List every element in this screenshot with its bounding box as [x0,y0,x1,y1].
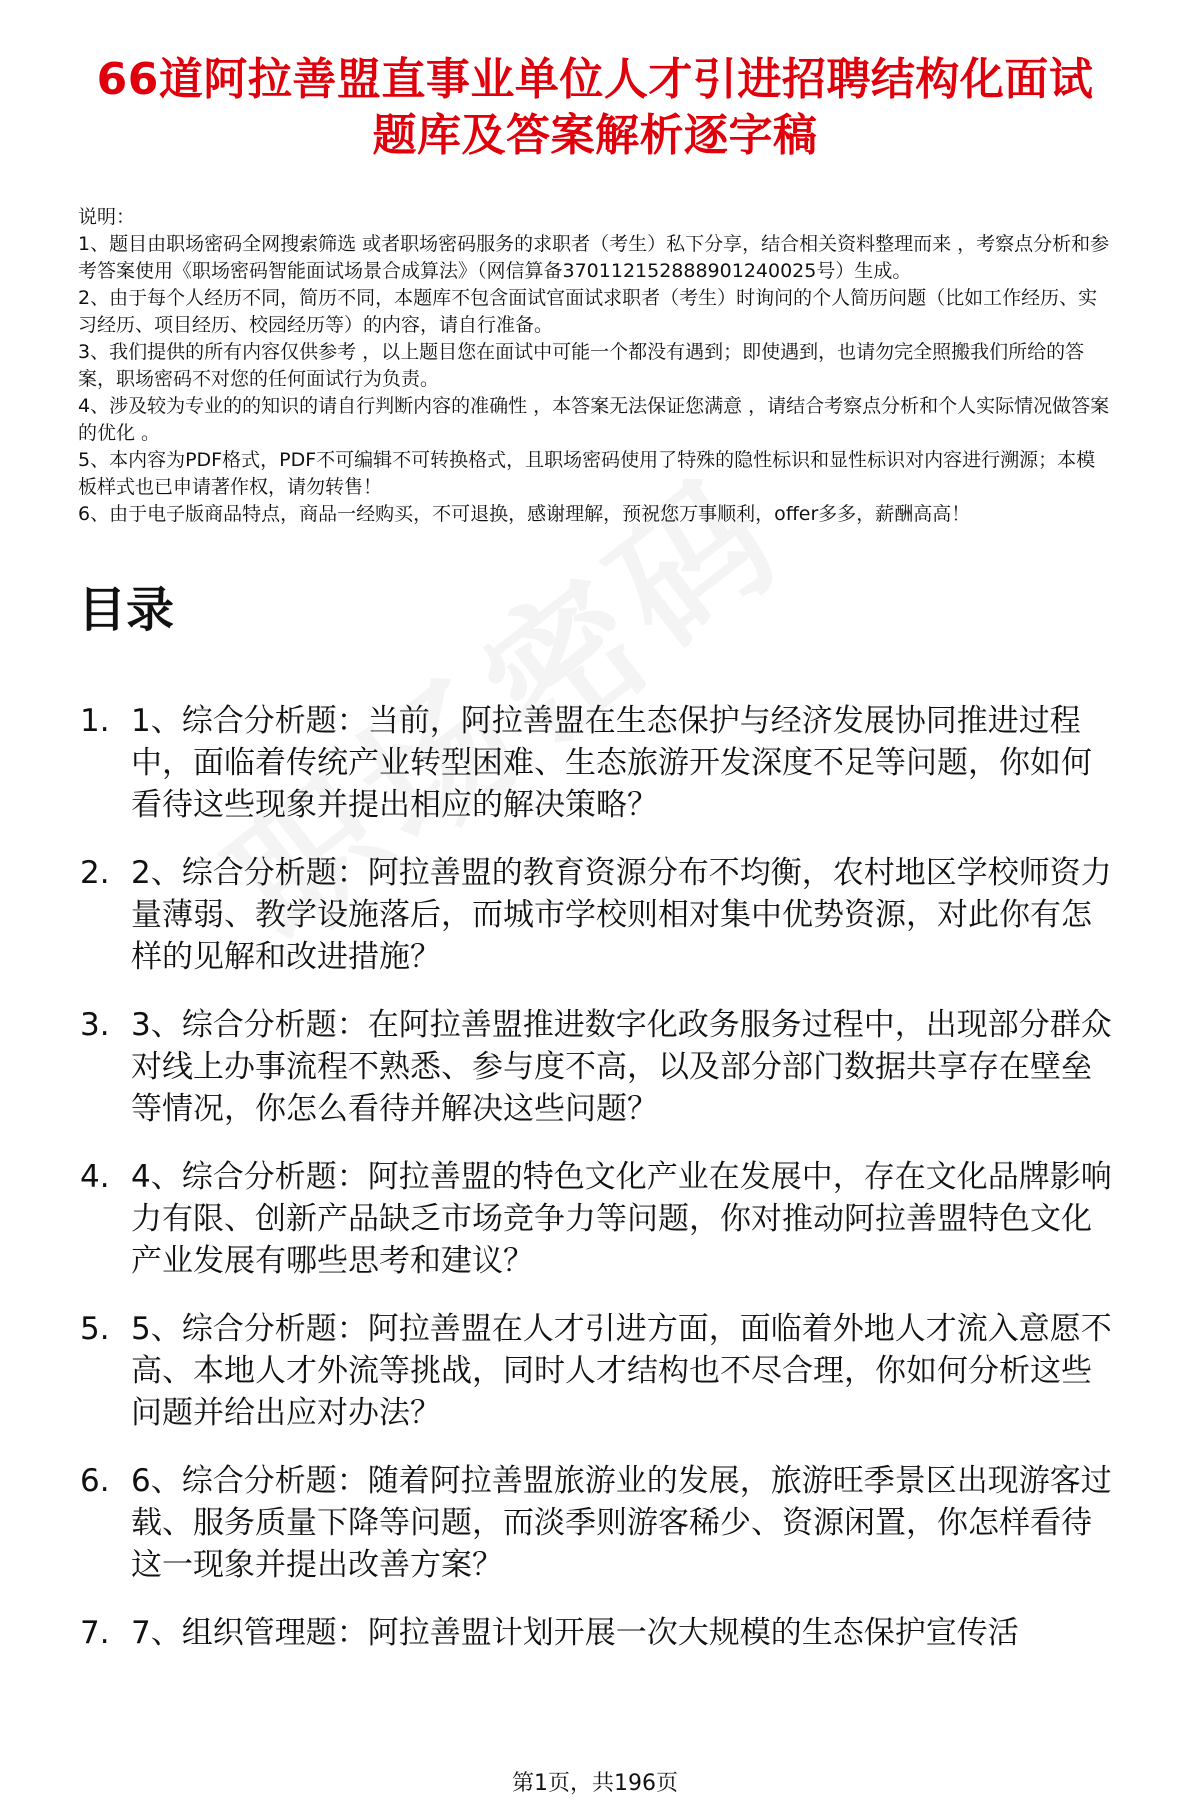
toc-item-number: 1. [80,703,110,739]
toc-item-text: 7、组织管理题：阿拉善盟计划开展一次大规模的生态保护宣传活 [131,1615,1019,1651]
toc-item[interactable] [78,700,1112,826]
instruction-item: 1、题目由职场密码全网搜索筛选 或者职场密码服务的求职者（考生）私下分享，结合相关资料整理而来 ，考察点分析和参考答案使用《职场密码智能面试场景合成算法》（网信算备370112152888901240025号）生成。 [78,233,1110,282]
instructions-block [78,204,1112,528]
toc-item-number: 3. [80,1007,110,1043]
toc-item[interactable] [78,1156,1112,1282]
toc-item-number: 7. [80,1615,110,1651]
toc-item-text: 1、综合分析题：当前，阿拉善盟在生态保护与经济发展协同推进过程中，面临着传统产业转型困难、生态旅游开发深度不足等问题，你如何看待这些现象并提出相应的解决策略？ [131,703,1092,823]
toc-item-number: 4. [80,1159,110,1195]
instruction-item: 6、由于电子版商品特点，商品一经购买，不可退换，感谢理解，预祝您万事顺利，offer多多，薪酬高高！ [78,503,971,525]
toc-item-text: 2、综合分析题：阿拉善盟的教育资源分布不均衡，农村地区学校师资力量薄弱、教学设施落后，而城市学校则相对集中优势资源，对此你有怎样的见解和改进措施？ [131,855,1112,975]
page-number-footer: 第1页，共196页 [512,1771,678,1796]
instruction-item: 4、涉及较为专业的的知识的请自行判断内容的准确性 ，本答案无法保证您满意 ，请结合考察点分析和个人实际情况做答案的优化 。 [78,395,1110,444]
toc-item-number: 2. [80,855,110,891]
toc-heading: 目录 [78,582,175,638]
instruction-item: 3、我们提供的所有内容仅供参考 ，以上题目您在面试中可能一个都没有遇到；即使遇到，也请勿完全照搬我们所给的答案，职场密码不对您的任何面试行为负责。 [78,341,1085,390]
toc-item-text: 6、综合分析题：随着阿拉善盟旅游业的发展，旅游旺季景区出现游客过载、服务质量下降等问题，而淡季则游客稀少、资源闲置，你怎样看待这一现象并提出改善方案？ [131,1463,1112,1583]
toc-item[interactable] [78,1308,1112,1434]
toc-list [78,700,1112,1654]
document-page [0,52,1190,1654]
toc-item-number: 6. [80,1463,110,1499]
toc-item-text: 4、综合分析题：阿拉善盟的特色文化产业在发展中，存在文化品牌影响力有限、创新产品缺乏市场竞争力等问题，你对推动阿拉善盟特色文化产业发展有哪些思考和建议？ [131,1159,1112,1279]
toc-item[interactable] [78,1460,1112,1586]
toc-item-text: 5、综合分析题：阿拉善盟在人才引进方面，面临着外地人才流入意愿不高、本地人才外流等挑战，同时人才结构也不尽合理，你如何分析这些问题并给出应对办法？ [131,1311,1112,1431]
document-title: 66道阿拉善盟直事业单位人才引进招聘结构化面试题库及答案解析逐字稿 [96,54,1094,161]
toc-item[interactable] [78,1004,1112,1130]
toc-item-text: 3、综合分析题：在阿拉善盟推进数字化政务服务过程中，出现部分群众对线上办事流程不熟悉、参与度不高，以及部分部门数据共享存在壁垒等情况，你怎么看待并解决这些问题？ [131,1007,1112,1127]
instructions-heading: 说明： [78,206,136,228]
instruction-item: 2、由于每个人经历不同，简历不同，本题库不包含面试官面试求职者（考生）时询问的个人简历问题（比如工作经历、实习经历、项目经历、校园经历等）的内容，请自行准备。 [78,287,1098,336]
toc-item-number: 5. [80,1311,110,1347]
toc-item[interactable] [78,1612,1112,1654]
toc-item[interactable] [78,852,1112,978]
instruction-item: 5、本内容为PDF格式，PDF不可编辑不可转换格式，且职场密码使用了特殊的隐性标识和显性标识对内容进行溯源；本模板样式也已申请著作权，请勿转售！ [78,449,1096,498]
